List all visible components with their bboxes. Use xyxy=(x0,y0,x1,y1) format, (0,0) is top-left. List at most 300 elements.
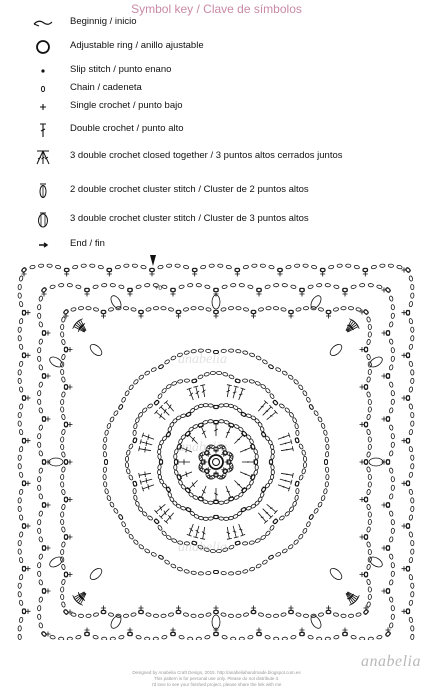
chain-stitch xyxy=(176,503,182,508)
chain-stitch xyxy=(202,420,208,425)
chain-stitch xyxy=(37,356,41,361)
chain-stitch xyxy=(19,489,23,495)
chain-stitch xyxy=(144,370,150,375)
chain-stitch xyxy=(256,355,262,360)
chain-stitch xyxy=(18,455,22,460)
chain-stitch xyxy=(410,506,414,511)
chain-stitch xyxy=(118,514,124,520)
chain-stitch xyxy=(19,574,23,580)
single-crochet xyxy=(128,292,133,297)
double-crochet xyxy=(142,484,154,491)
chain-stitch xyxy=(110,283,115,287)
single-crochet xyxy=(289,314,294,319)
double-crochet xyxy=(193,526,199,538)
chain-stitch xyxy=(366,452,370,458)
single-crochet xyxy=(382,589,387,594)
chain-stitch xyxy=(196,637,201,640)
single-crochet xyxy=(257,628,262,633)
chain-stitch xyxy=(60,399,64,404)
chain-stitch xyxy=(341,614,346,618)
chain-stitch xyxy=(273,637,278,640)
chain-stitch xyxy=(306,397,311,403)
chain-stitch xyxy=(168,307,174,311)
chain-stitch xyxy=(302,528,307,534)
chain-stitch xyxy=(18,464,22,469)
chain-stitch xyxy=(19,301,23,307)
chain-stitch xyxy=(109,502,114,508)
chain-stitch xyxy=(282,637,287,640)
chain-stitch xyxy=(409,557,413,563)
chain-stitch xyxy=(18,293,22,298)
chain-stitch xyxy=(260,426,265,432)
chain-stitch xyxy=(391,519,395,524)
chain-stitch xyxy=(161,388,167,394)
chain-stitch xyxy=(37,433,41,438)
chain-stitch xyxy=(282,548,288,553)
chain-stitch xyxy=(55,265,61,269)
chain-stitch xyxy=(260,384,266,390)
chain-stitch xyxy=(180,413,186,418)
double-crochet xyxy=(227,527,232,539)
chain-stitch xyxy=(368,283,373,287)
chain-stitch xyxy=(81,264,86,268)
chain-stitch xyxy=(189,408,195,414)
double-crochet xyxy=(240,445,252,452)
single-crochet xyxy=(402,310,407,315)
chain-stitch xyxy=(61,414,65,420)
chain-stitch xyxy=(389,579,393,585)
chain-stitch xyxy=(41,631,47,636)
chain-stitch xyxy=(249,352,255,357)
single-crochet xyxy=(150,272,155,277)
chain-stitch xyxy=(151,367,157,372)
chain-stitch xyxy=(103,467,107,472)
chain-stitch xyxy=(37,571,41,576)
chain-stitch xyxy=(144,637,149,640)
chain-stitch xyxy=(128,443,133,449)
chain-stitch xyxy=(93,285,99,289)
chain-stitch xyxy=(183,265,189,269)
chain-stitch xyxy=(308,285,314,289)
chain-stitch xyxy=(249,540,255,544)
chain-stitch xyxy=(109,416,114,422)
chain-stitch xyxy=(323,488,327,494)
chain-stitch xyxy=(61,527,65,533)
chain-stitch xyxy=(409,361,413,367)
chain-stitch xyxy=(206,571,211,575)
adjustable-ring-inner xyxy=(213,459,220,466)
chain-stitch xyxy=(389,536,393,542)
single-crochet xyxy=(26,524,31,529)
chain-stitch xyxy=(39,493,43,499)
chain-stitch xyxy=(157,393,162,399)
chain-stitch xyxy=(371,265,377,269)
chain-stitch xyxy=(316,283,321,287)
chain-stitch xyxy=(144,283,149,287)
chain-stitch xyxy=(172,500,178,506)
symbol-key-row xyxy=(0,148,433,166)
single-crochet xyxy=(26,396,31,401)
chain-stitch xyxy=(191,614,196,618)
chain-stitch xyxy=(61,377,65,383)
chain-stitch xyxy=(247,285,253,289)
chain-stitch xyxy=(174,454,177,459)
chain-stitch xyxy=(19,344,23,350)
chain-stitch xyxy=(218,264,223,268)
single-crochet xyxy=(382,417,387,422)
chain-stitch xyxy=(61,542,65,548)
chain-stitch xyxy=(249,567,255,572)
chain-stitch xyxy=(391,442,395,447)
chain-stitch xyxy=(126,468,131,474)
single-crochet xyxy=(68,535,73,540)
dc3-cluster xyxy=(88,342,104,357)
chain-stitch xyxy=(391,614,395,619)
chain-stitch xyxy=(230,283,235,287)
single-crochet xyxy=(343,292,348,297)
chain-stitch xyxy=(168,612,174,616)
chain-stitch xyxy=(204,372,210,377)
chain-stitch xyxy=(255,381,261,386)
slip-stitch-icon xyxy=(30,62,56,80)
chain-stitch xyxy=(296,430,299,435)
chain-stitch xyxy=(294,495,298,501)
chain-stitch xyxy=(61,602,65,608)
single-crochet xyxy=(402,566,407,571)
symbol-key-label: 2 double crochet cluster stitch / Cluster de 2 puntos altos xyxy=(70,184,309,195)
chain-stitch xyxy=(86,614,91,618)
chain-stitch xyxy=(241,411,247,417)
chain-stitch xyxy=(78,614,83,618)
chain-stitch xyxy=(366,392,370,398)
chain-stitch xyxy=(366,414,370,420)
dc3-cluster xyxy=(49,458,63,466)
double-crochet xyxy=(281,473,293,478)
chain-stitch xyxy=(132,481,138,487)
chain-stitch xyxy=(239,283,244,287)
credit-line-1: Designed by Anabelia Craft Design, 2015. http://anabeliahandmade.blogspot.com.es xyxy=(132,670,301,675)
chain-stitch xyxy=(391,347,395,352)
chain-stitch xyxy=(333,307,339,311)
double-crochet xyxy=(159,509,169,519)
chain-stitch xyxy=(290,635,296,639)
chain-stitch xyxy=(125,462,129,468)
chain-stitch xyxy=(321,495,326,501)
single-crochet xyxy=(46,417,51,422)
chain-stitch xyxy=(206,612,212,616)
chain-stitch xyxy=(325,283,330,287)
chain-stitch xyxy=(410,378,414,383)
symbol-key-row xyxy=(0,80,433,98)
double-crochet xyxy=(233,526,239,538)
chain-stitch xyxy=(103,474,106,479)
chain-stitch xyxy=(366,527,370,533)
single-crochet xyxy=(251,314,256,319)
symbol-key-label: 3 double crochet cluster stitch / Cluster de 3 puntos altos xyxy=(70,213,309,224)
chain-stitch xyxy=(128,474,133,480)
double-crochet xyxy=(200,385,205,397)
chain-stitch xyxy=(281,612,287,616)
chain-stitch xyxy=(19,532,23,538)
chain-stitch xyxy=(60,324,64,329)
chain-stitch xyxy=(366,489,370,495)
chain-stitch xyxy=(18,378,22,383)
chain-stitch xyxy=(302,390,307,396)
chain-stitch xyxy=(409,472,413,478)
chain-stitch xyxy=(289,506,295,512)
chain-stitch xyxy=(255,454,258,459)
diagram-watermark-2: anabelia xyxy=(178,440,227,455)
single-crochet xyxy=(360,385,365,390)
chain-stitch xyxy=(208,420,213,423)
chain-stitch xyxy=(282,283,287,287)
chain-stitch xyxy=(359,637,364,640)
symbol-key-label: Beginnig / inicio xyxy=(70,16,137,27)
double-crochet xyxy=(199,486,206,498)
chain-stitch xyxy=(37,605,41,610)
single-crochet xyxy=(235,272,240,277)
chain-stitch xyxy=(354,265,360,269)
chain-stitch xyxy=(294,481,300,487)
slip-knot-icon xyxy=(30,14,56,32)
chain-stitch xyxy=(308,404,314,410)
chain-stitch xyxy=(115,265,121,269)
single-crochet xyxy=(402,481,407,486)
symbol-key-label: Double crochet / punto alto xyxy=(70,123,184,134)
chain-stitch xyxy=(356,307,362,311)
single-crochet xyxy=(46,374,51,379)
chain-stitch xyxy=(243,265,249,269)
chain-stitch xyxy=(153,306,158,310)
chain-stitch xyxy=(296,488,299,493)
single-crochet xyxy=(360,347,365,352)
chain-stitch xyxy=(179,285,185,289)
chain-stitch xyxy=(265,435,271,441)
chain-stitch xyxy=(325,452,329,457)
double-crochet xyxy=(263,405,273,415)
chain-stitch xyxy=(30,265,36,269)
chain-stitch xyxy=(275,367,281,372)
chain-stitch xyxy=(368,519,372,524)
chain-stitch xyxy=(253,448,258,454)
chain-stitch xyxy=(121,397,126,403)
dc3-cluster xyxy=(328,342,344,357)
chain-stitch xyxy=(183,307,189,311)
chain-stitch xyxy=(293,379,299,385)
chain-stitch xyxy=(208,516,214,520)
chain-stitch xyxy=(19,318,23,324)
chain-stitch xyxy=(103,437,107,443)
chain-stitch xyxy=(294,423,298,429)
chain-stitch xyxy=(294,264,299,268)
chain-stitch xyxy=(132,264,137,268)
chain-stitch xyxy=(389,339,393,345)
chain-stitch xyxy=(133,539,139,545)
credit-line-3: I'd love to see your finished project, please share the link with me xyxy=(151,682,282,687)
beginning-marker-icon xyxy=(150,255,156,266)
single-crochet xyxy=(251,606,256,611)
single-crochet xyxy=(360,535,365,540)
chain-stitch xyxy=(118,285,124,289)
single-crochet xyxy=(343,628,348,633)
chain-stitch xyxy=(246,506,252,511)
chain-stitch xyxy=(316,637,321,640)
chain-stitch xyxy=(391,399,395,404)
chain-stitch xyxy=(391,304,395,309)
chain-stitch xyxy=(222,635,228,639)
chain-stitch xyxy=(317,502,322,508)
chain-stitch xyxy=(262,559,268,565)
chain-stitch xyxy=(368,474,372,479)
chain-stitch xyxy=(303,462,307,468)
chain-stitch xyxy=(158,555,164,560)
chain-stitch xyxy=(177,567,183,572)
chain-stitch xyxy=(200,265,206,269)
chain-stitch xyxy=(242,569,248,573)
chain-stitch xyxy=(18,549,22,554)
chain-stitch xyxy=(72,265,78,269)
chain-stitch xyxy=(318,307,324,311)
double-crochet xyxy=(187,388,194,400)
chain-stitch xyxy=(226,265,232,269)
chain-stitch xyxy=(385,287,391,292)
chain-stitch xyxy=(247,635,253,639)
chain-stitch xyxy=(47,264,52,268)
chain-stitch xyxy=(410,412,414,417)
chain-stitch xyxy=(242,379,247,382)
single-crochet xyxy=(363,272,368,277)
chain-stitch xyxy=(123,614,128,618)
chain-stitch xyxy=(269,265,275,269)
chain-stitch xyxy=(325,637,330,640)
double-crochet xyxy=(281,446,293,451)
chain-stitch xyxy=(90,264,95,268)
chain-stitch xyxy=(169,422,174,428)
chain-stitch xyxy=(161,530,167,536)
chain-stitch xyxy=(131,307,137,311)
chain-stitch xyxy=(60,594,64,599)
chain-stitch xyxy=(39,450,43,456)
single-crochet xyxy=(101,314,106,319)
double-crochet xyxy=(258,401,268,412)
chain-stitch xyxy=(236,571,242,575)
symbol-key-row xyxy=(0,211,433,229)
chain-stitch xyxy=(313,410,319,416)
single-crochet xyxy=(402,438,407,443)
chain-stitch xyxy=(170,563,176,568)
chain-stitch xyxy=(39,511,43,517)
chain-stitch xyxy=(19,557,23,563)
symbol-key-label: End / fin xyxy=(70,238,105,249)
chain-stitch xyxy=(236,614,241,618)
single-crochet xyxy=(402,609,407,614)
chain-stitch xyxy=(61,579,65,585)
chain-stitch xyxy=(191,378,197,384)
single-crochet xyxy=(107,272,112,277)
chain-stitch xyxy=(228,349,233,352)
single-crochet xyxy=(46,589,51,594)
double-crochet xyxy=(140,478,152,485)
chain-stitch xyxy=(110,637,115,640)
chain-stitch xyxy=(389,450,393,456)
chain-stitch xyxy=(37,304,41,309)
chain-stitch xyxy=(221,307,227,311)
chain-stitch xyxy=(206,307,212,311)
dc3-together-icon xyxy=(30,148,56,166)
chain-stitch xyxy=(60,587,64,592)
double-crochet xyxy=(187,524,194,536)
chain-stitch xyxy=(157,525,162,531)
chain-stitch xyxy=(269,393,274,399)
chain-stitch xyxy=(60,369,64,374)
chain-stitch xyxy=(321,423,326,429)
chain-stitch xyxy=(179,635,185,639)
chain-stitch xyxy=(218,403,224,407)
dc2-cluster-icon xyxy=(30,182,56,200)
single-crochet xyxy=(85,292,90,297)
chain-stitch xyxy=(39,468,43,474)
single-crochet xyxy=(68,572,73,577)
chain-stitch xyxy=(389,296,393,302)
chain-stitch xyxy=(391,528,395,533)
chain-stitch xyxy=(333,285,339,289)
chain-stitch xyxy=(228,572,233,575)
chain-stitch xyxy=(303,614,308,618)
single-crochet xyxy=(68,422,73,427)
chain-stitch xyxy=(192,424,198,429)
chain-stitch xyxy=(146,307,152,311)
single-crochet xyxy=(289,606,294,611)
chain-stitch xyxy=(138,544,144,550)
chain-stitch xyxy=(409,429,413,435)
chain-stitch xyxy=(250,415,256,420)
double-crochet xyxy=(193,386,199,398)
chain-stitch xyxy=(104,488,108,494)
chain-stitch xyxy=(293,539,299,545)
chain-stitch xyxy=(258,307,264,311)
chain-stitch xyxy=(366,602,370,608)
double-crochet xyxy=(142,433,154,440)
chain-stitch xyxy=(142,407,148,413)
chain-stitch xyxy=(186,507,192,513)
chain-stitch xyxy=(388,264,393,268)
chain-stitch xyxy=(101,283,106,287)
chain-stitch xyxy=(61,467,65,473)
single-crochet xyxy=(402,524,407,529)
chain-stitch xyxy=(389,622,393,628)
chain-stitch xyxy=(292,417,297,423)
chain-stitch xyxy=(154,519,160,524)
chain-stitch xyxy=(39,364,43,370)
chain-stitch xyxy=(184,569,190,573)
double-crochet xyxy=(139,472,151,478)
chain-stitch xyxy=(19,387,23,393)
chain-stitch xyxy=(18,327,22,332)
chain-stitch xyxy=(391,485,395,490)
chain-stitch xyxy=(118,404,123,410)
chain-stitch xyxy=(298,443,303,449)
single-crochet xyxy=(26,609,31,614)
chain-stitch xyxy=(98,265,104,269)
chain-stitch xyxy=(37,313,41,318)
chain-stitch xyxy=(108,307,114,311)
chain-stitch xyxy=(356,612,362,616)
chain-stitch xyxy=(108,612,114,616)
double-crochet xyxy=(214,488,219,500)
chain-stitch xyxy=(346,264,351,268)
chain-stitch xyxy=(204,285,210,289)
chain-stitch xyxy=(50,635,56,639)
